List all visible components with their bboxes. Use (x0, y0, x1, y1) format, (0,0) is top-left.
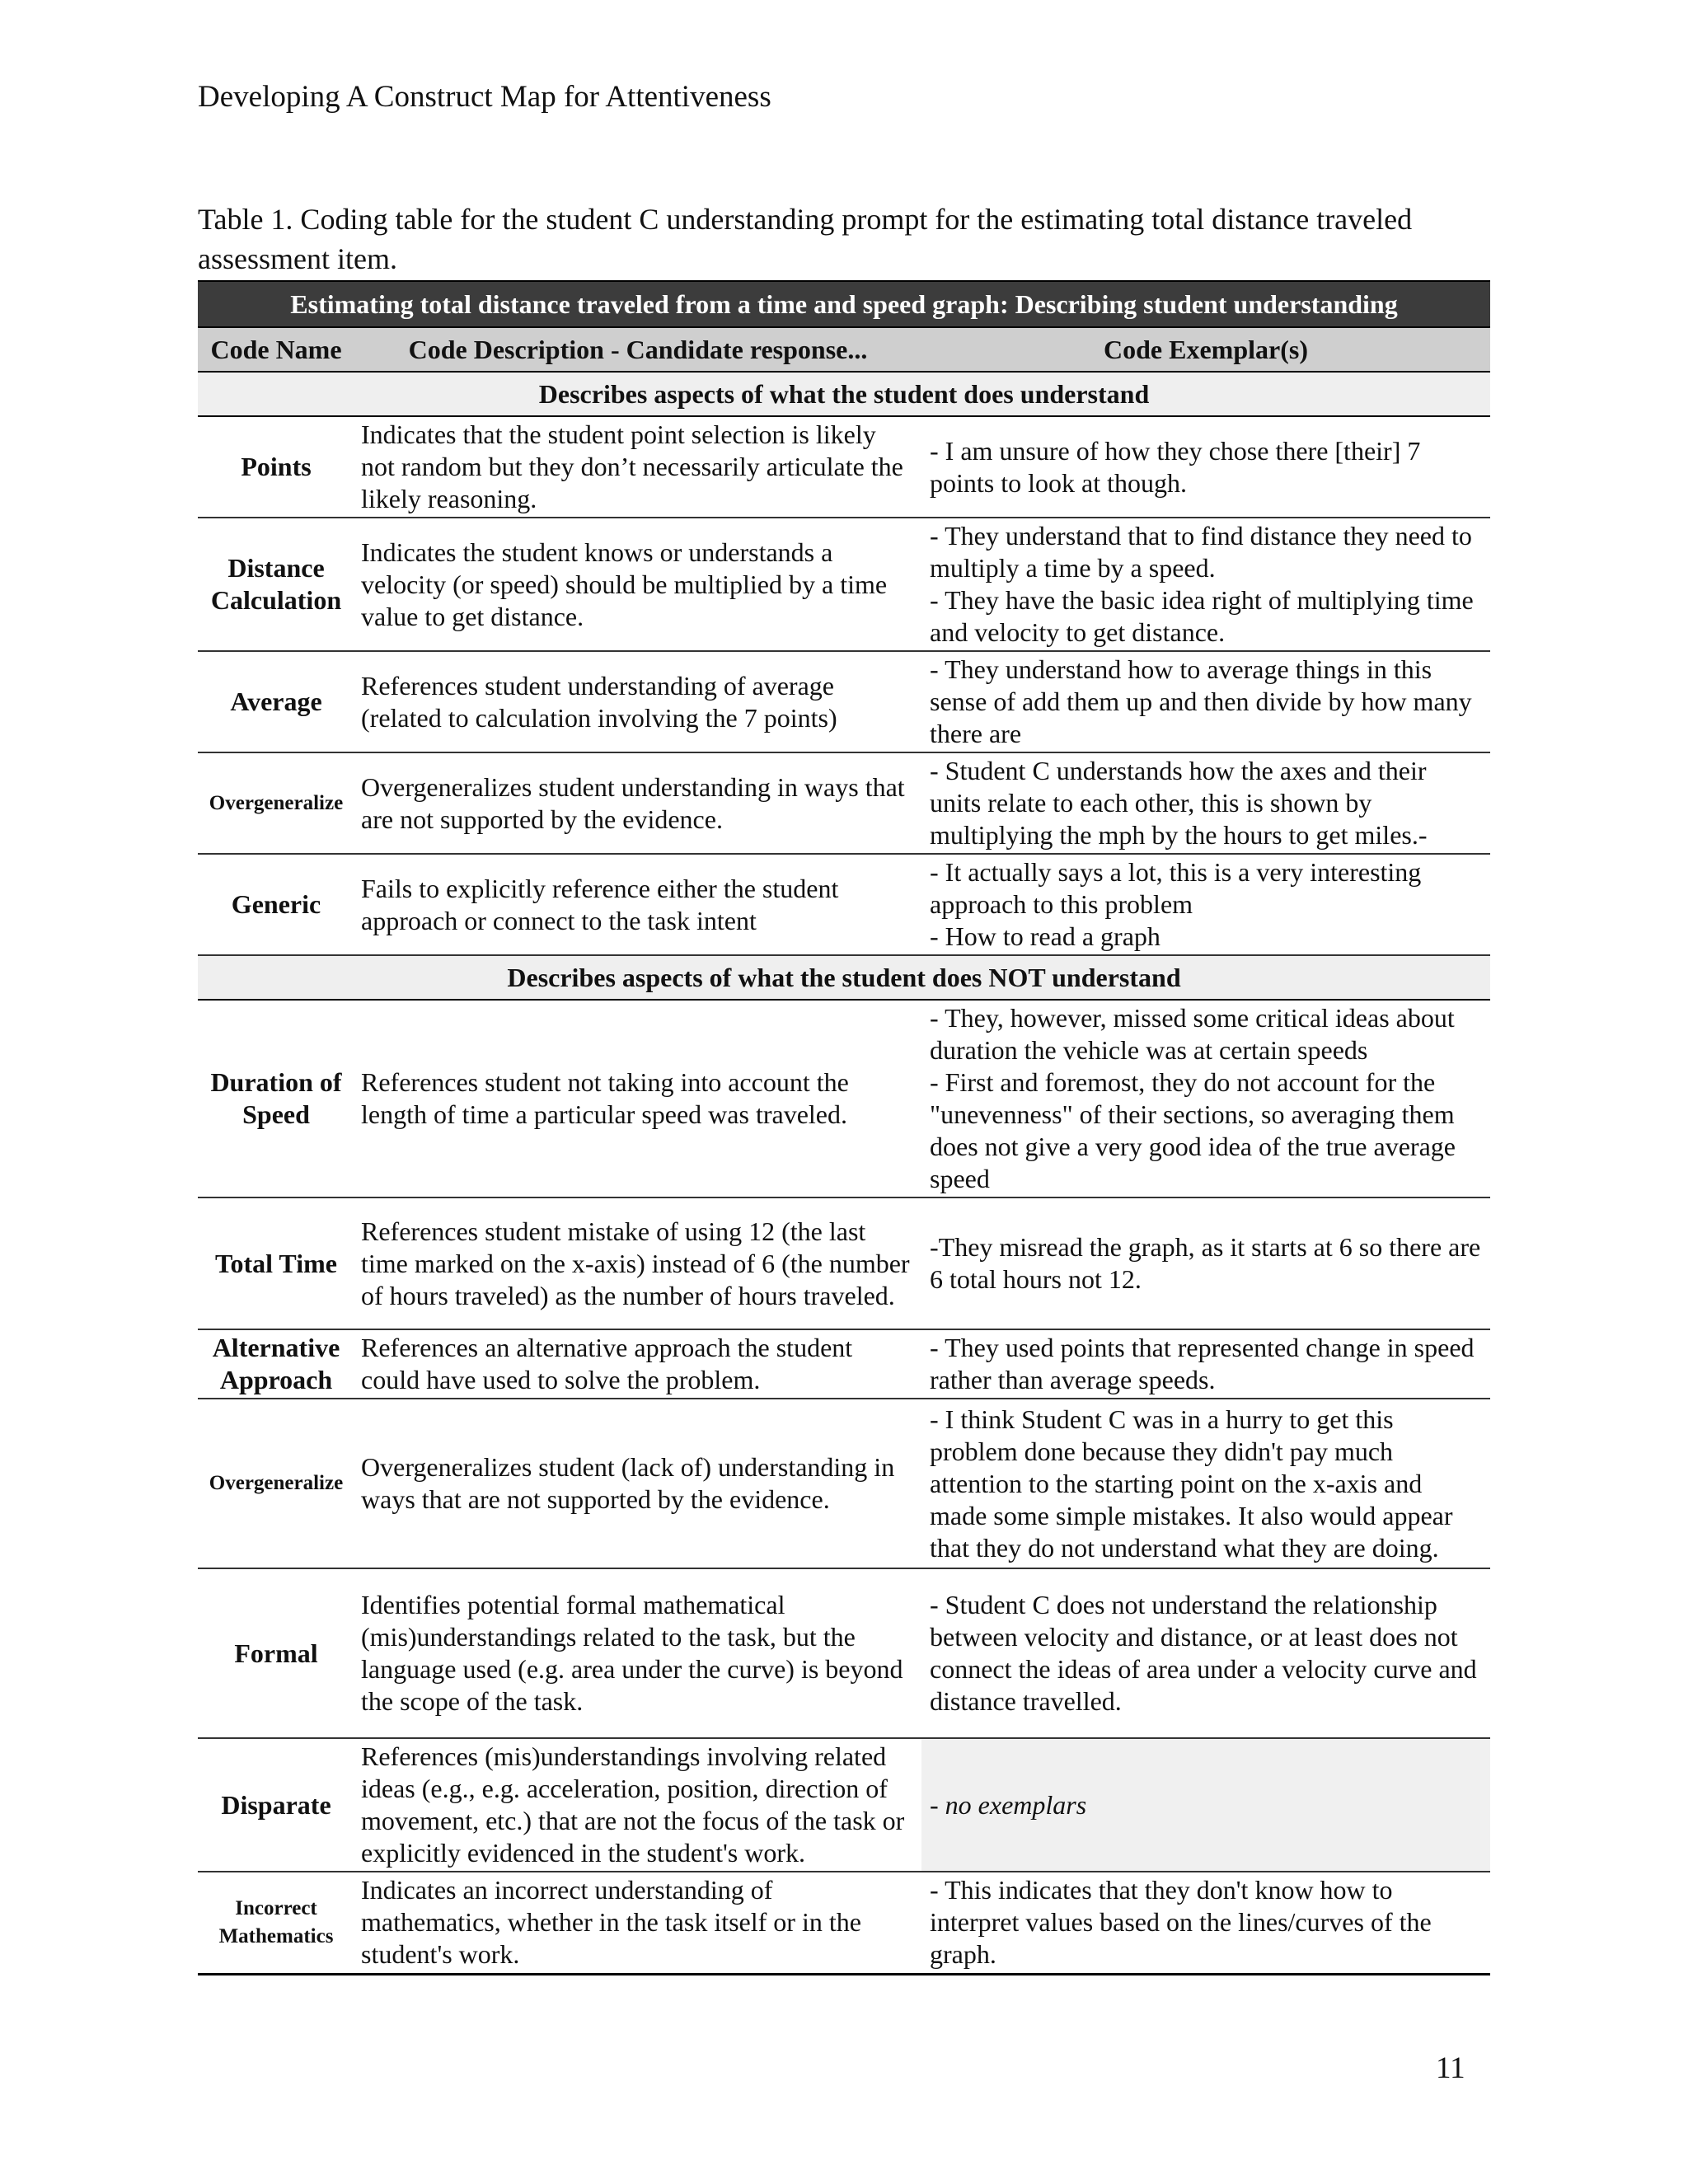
code-description: Indicates an incorrect understanding of mathematics, whether in the task itself or in the student's work. (354, 1872, 921, 1974)
code-exemplars (921, 1329, 1490, 1399)
exemplar-text: - They, however, missed some critical ideas about duration the vehicle was at certain speeds (930, 1003, 1455, 1065)
code-name: Alternative Approach (198, 1329, 354, 1399)
code-description: References student understanding of average (related to calculation involving the 7 points) (354, 651, 921, 752)
exemplar-text: - I am unsure of how they chose there [their] 7 points to look at though. (930, 435, 1421, 498)
table-header-row (198, 327, 1490, 372)
exemplar-text: - This indicates that they don't know how to interpret values based on the lines/curves of the graph. (930, 1875, 1432, 1970)
code-name: Points (198, 416, 354, 518)
page-number: 11 (1436, 2051, 1465, 2085)
running-head: Developing A Construct Map for Attentiveness (198, 80, 771, 114)
exemplar-text: - They used points that represented change in speed rather than average speeds. (930, 1333, 1475, 1394)
code-name: Distance Calculation (198, 518, 354, 651)
coding-table-body (198, 281, 1490, 1974)
code-description: References student mistake of using 12 (the last time marked on the x-axis) instead of 6 (the number of hours traveled) as the number of hours traveled. (354, 1197, 921, 1329)
table-caption: Table 1. Coding table for the student C understanding prompt for the estimating total distance traveled assessment item. (198, 203, 1413, 275)
code-exemplars (921, 416, 1490, 518)
exemplar-text: - They understand that to find distance they need to multiply a time by a speed. (930, 521, 1472, 583)
code-description: Indicates the student knows or understands a velocity (or speed) should be multiplied by a time value to get distance. (354, 518, 921, 651)
code-name: Total Time (198, 1197, 354, 1329)
exemplar-text: - They understand how to average things in this sense of add them up and then divide by how many there are (930, 654, 1472, 748)
table-row (198, 416, 1490, 518)
code-name: Overgeneralize (198, 1399, 354, 1568)
code-exemplars (921, 1568, 1490, 1738)
table-row (198, 1000, 1490, 1197)
exemplar-text: -They misread the graph, as it starts at 6 so there are 6 total hours not 12. (930, 1232, 1481, 1294)
code-name: Incorrect Mathematics (198, 1872, 354, 1974)
table-row (198, 1399, 1490, 1568)
code-description: References student not taking into account the length of time a particular speed was traveled. (354, 1000, 921, 1197)
code-exemplars (921, 854, 1490, 955)
exemplar-text: - Student C does not understand the relationship between velocity and distance, or at least does not connect the ideas of area under a velocity curve and distance travelled. (930, 1590, 1477, 1716)
section-label: Describes aspects of what the student does NOT understand (198, 955, 1490, 1000)
exemplar-text: - First and foremost, they do not account for the "unevenness" of their sections, so averaging them does not give a very good idea of the true average speed (930, 1067, 1456, 1193)
code-exemplars (921, 651, 1490, 752)
code-exemplars (921, 518, 1490, 651)
table-row (198, 1872, 1490, 1974)
code-exemplars (921, 1197, 1490, 1329)
code-description: Overgeneralizes student understanding in ways that are not supported by the evidence. (354, 752, 921, 854)
code-description: Fails to explicitly reference either the student approach or connect to the task intent (354, 854, 921, 955)
exemplar-text: - I think Student C was in a hurry to get this problem done because they didn't pay much attention to the starting point on the x-axis and made some simple mistakes. It also would appear that they do not understand what they are doing. (930, 1404, 1453, 1563)
table-row (198, 854, 1490, 955)
code-name: Average (198, 651, 354, 752)
code-exemplars (921, 1872, 1490, 1974)
table-title: Estimating total distance traveled from a time and speed graph: Describing student understanding (198, 281, 1490, 327)
code-description: References an alternative approach the student could have used to solve the problem. (354, 1329, 921, 1399)
header-code-name: Code Name (198, 327, 354, 372)
code-description: References (mis)understandings involving related ideas (e.g., e.g. acceleration, position, direction of movement, etc.) that are not the focus of the task or explicitly evidenced in the student's work. (354, 1738, 921, 1872)
section-label: Describes aspects of what the student does understand (198, 372, 1490, 416)
table-row (198, 1329, 1490, 1399)
code-name: Generic (198, 854, 354, 955)
code-name: Disparate (198, 1738, 354, 1872)
code-name: Overgeneralize (198, 752, 354, 854)
exemplar-text: - They have the basic idea right of multiplying time and velocity to get distance. (930, 585, 1474, 647)
section-row (198, 372, 1490, 416)
exemplar-text: - How to read a graph (930, 921, 1160, 951)
code-description: Indicates that the student point selection is likely not random but they don’t necessarily articulate the likely reasoning. (354, 416, 921, 518)
section-row (198, 955, 1490, 1000)
code-exemplars (921, 1000, 1490, 1197)
table-row (198, 752, 1490, 854)
code-exemplars (921, 1738, 1490, 1872)
table-row (198, 1738, 1490, 1872)
code-description: Overgeneralizes student (lack of) understanding in ways that are not supported by the evidence. (354, 1399, 921, 1568)
code-name: Duration of Speed (198, 1000, 354, 1197)
table-row (198, 1197, 1490, 1329)
exemplar-text: - no exemplars (930, 1789, 1087, 1820)
code-name: Formal (198, 1568, 354, 1738)
code-description: Identifies potential formal mathematical (mis)understandings related to the task, but the language used (e.g. area under the curve) is beyond the scope of the task. (354, 1568, 921, 1738)
table-row (198, 651, 1490, 752)
header-code-exemplars: Code Exemplar(s) (921, 327, 1490, 372)
code-exemplars (921, 752, 1490, 854)
header-code-description: Code Description - Candidate response... (354, 327, 921, 372)
code-exemplars (921, 1399, 1490, 1568)
table-title-row (198, 281, 1490, 327)
exemplar-text: - Student C understands how the axes and their units relate to each other, this is shown by multiplying the mph by the hours to get miles.- (930, 756, 1428, 850)
table-row (198, 518, 1490, 651)
exemplar-text: - It actually says a lot, this is a very interesting approach to this problem (930, 857, 1422, 919)
coding-table (198, 280, 1490, 1975)
table-row (198, 1568, 1490, 1738)
